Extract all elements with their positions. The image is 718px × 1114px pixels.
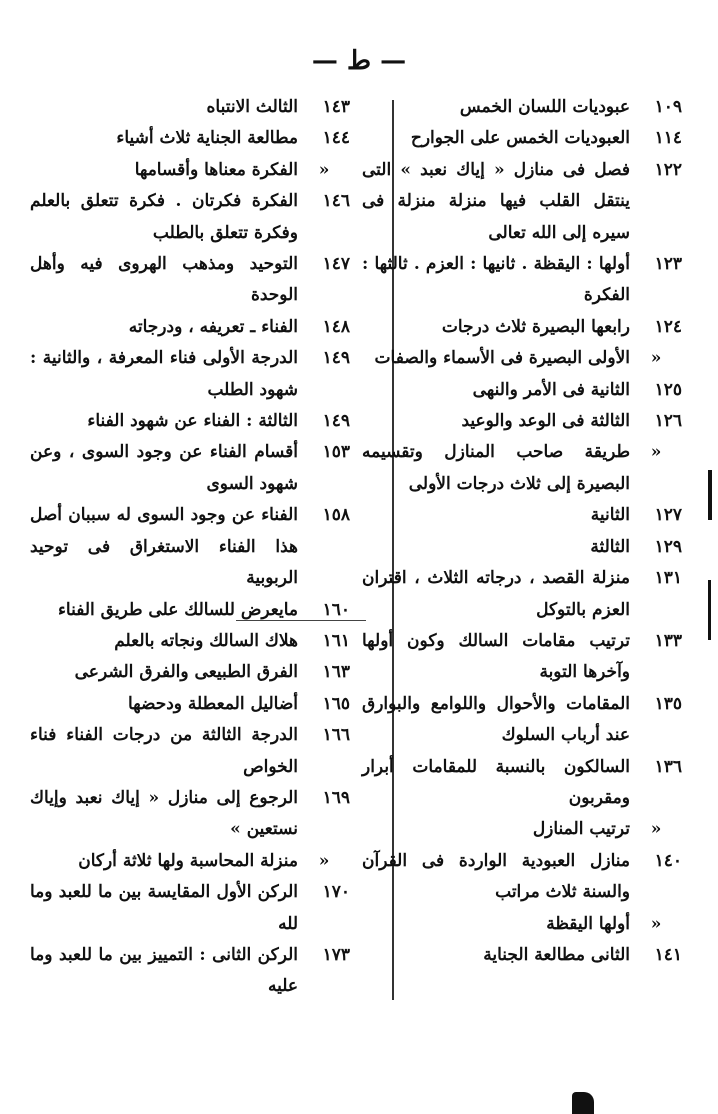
entry-title: طريقة صاحب المنازل وتقسيمه البصيرة إلى ثلاث درجات الأولى bbox=[362, 442, 630, 494]
toc-entry bbox=[362, 312, 682, 343]
toc-entry bbox=[362, 343, 682, 374]
entry-title: الدرجة الثالثة من درجات الفناء فناء الخواص bbox=[30, 725, 298, 777]
toc-entry bbox=[30, 940, 350, 1003]
entry-title: التوحيد ومذهب الهروى فيه وأهل الوحدة bbox=[30, 254, 298, 306]
toc-entry bbox=[30, 343, 350, 406]
page-ref-number: ١٢٤ bbox=[654, 316, 682, 337]
entry-title: مايعرض للسالك على طريق الفناء bbox=[57, 599, 298, 620]
page-ref-number: ١٤٣ bbox=[322, 97, 350, 117]
toc-entry bbox=[362, 92, 682, 123]
page-ref-number: ١٤٧ bbox=[322, 254, 350, 275]
toc-entry bbox=[30, 186, 350, 249]
page-ref-number: ١٠٩ bbox=[654, 97, 682, 117]
toc-entry bbox=[362, 752, 682, 815]
entry-title: العبوديات الخمس على الجوارح bbox=[410, 128, 630, 149]
toc-entry bbox=[362, 563, 682, 626]
toc-entry bbox=[362, 689, 682, 752]
toc-entry bbox=[30, 500, 350, 594]
page-ref-number: ١٣١ bbox=[654, 568, 682, 589]
ditto-mark: « bbox=[318, 850, 330, 871]
toc-column-right bbox=[362, 92, 682, 971]
entry-title: الفكرة فكرتان . فكرة تتعلق بالعلم وفكرة تتعلق بالطلب bbox=[30, 191, 298, 243]
page-ref-number: ١٦٦ bbox=[322, 725, 350, 746]
toc-entry bbox=[362, 437, 682, 500]
page-ref-number: ١٤٩ bbox=[322, 348, 350, 369]
entry-title: الثالثة : الفناء عن شهود الفناء bbox=[87, 411, 298, 432]
ditto-mark: « bbox=[650, 442, 662, 463]
entry-title: الثانى مطالعة الجناية bbox=[483, 944, 630, 965]
entry-title: منازل العبودية الواردة فى القرآن والسنة ثلاث مراتب bbox=[362, 850, 630, 903]
entry-title: الرجوع إلى منازل « إياك نعبد وإياك نستعين » bbox=[30, 787, 298, 840]
entry-title: الفرق الطبيعى والفرق الشرعى bbox=[74, 662, 298, 683]
toc-entry bbox=[362, 249, 682, 312]
page-ref-number: ١٢٥ bbox=[654, 379, 682, 400]
page-ref-number: ١٤١ bbox=[654, 944, 682, 965]
entry-title: ترتيب مقامات السالك وكون أولها وآخرها التوبة bbox=[362, 630, 630, 683]
page-ref-number: ١٣٥ bbox=[654, 693, 682, 714]
toc-entry bbox=[30, 877, 350, 940]
page-ref-number: ١٤٦ bbox=[322, 191, 350, 212]
toc-entry bbox=[30, 437, 350, 500]
toc-entry bbox=[30, 846, 350, 877]
entry-title: أقسام الفناء عن وجود السوى ، وعن شهود السوى bbox=[30, 442, 298, 494]
toc-entry bbox=[362, 909, 682, 940]
toc-entry bbox=[30, 595, 350, 626]
toc-entry bbox=[362, 846, 682, 909]
toc-entry bbox=[30, 689, 350, 720]
entry-title: الفكرة معناها وأقسامها bbox=[134, 159, 298, 180]
page-ref-number: ١٦٠ bbox=[322, 599, 350, 620]
entry-title: السالكون بالنسبة للمقامات أبرار ومقربون bbox=[362, 756, 630, 808]
entry-title: منزلة المحاسبة ولها ثلاثة أركان bbox=[78, 850, 298, 871]
entry-title: فصل فى منازل « إياك نعبد » التى ينتقل القلب فيها منزلة منزلة فى سيره إلى الله تعالى bbox=[362, 159, 630, 243]
entry-title: أولها اليقظة bbox=[546, 913, 630, 934]
entry-title: الركن الأول المقايسة بين ما للعبد وما لله bbox=[30, 882, 298, 934]
page-number: — ط — bbox=[311, 46, 407, 76]
page-ref-number: ١٥٣ bbox=[322, 442, 350, 463]
page-ref-number: ١٤٩ bbox=[322, 411, 350, 432]
entry-title: رابعها البصيرة ثلاث درجات bbox=[441, 316, 630, 337]
page-ref-number: ١٤٨ bbox=[322, 316, 350, 337]
entry-title: ترتيب المنازل bbox=[532, 819, 630, 840]
toc-entry bbox=[362, 155, 682, 249]
page-ref-number: ١٦٣ bbox=[322, 662, 350, 683]
toc-entry bbox=[30, 626, 350, 657]
entry-title: مطالعة الجناية ثلاث أشياء bbox=[116, 128, 298, 149]
scan-edge-mark bbox=[708, 470, 712, 520]
ditto-mark: « bbox=[650, 348, 662, 369]
entry-title: هلاك السالك ونجاته بالعلم bbox=[114, 630, 298, 651]
toc-entry bbox=[30, 312, 350, 343]
page-ref-number: ١٢٢ bbox=[654, 159, 682, 180]
entry-title: الثالث الانتباه bbox=[206, 97, 298, 117]
scan-edge-mark bbox=[572, 1092, 594, 1114]
entry-title: الأولى البصيرة فى الأسماء والصفات bbox=[374, 348, 630, 369]
toc-entry bbox=[30, 123, 350, 154]
toc-entry bbox=[362, 814, 682, 845]
entry-title: الثانية فى الأمر والنهى bbox=[472, 379, 630, 400]
page-ref-number: ١٢٩ bbox=[654, 536, 682, 557]
ditto-mark: « bbox=[650, 819, 662, 840]
page-ref-number: ١٢٦ bbox=[654, 411, 682, 432]
page-ref-number: ١٤٤ bbox=[322, 128, 350, 149]
entry-title: أضاليل المعطلة ودحضها bbox=[127, 693, 298, 714]
toc-entry bbox=[362, 123, 682, 154]
entry-title: أولها : اليقظة . ثانيها : العزم . ثالثها : الفكرة bbox=[362, 254, 630, 306]
ditto-mark: « bbox=[318, 159, 330, 180]
toc-entry bbox=[362, 940, 682, 971]
page-ref-number: ١٦٩ bbox=[322, 787, 350, 808]
entry-title: الثالثة فى الوعد والوعيد bbox=[461, 411, 630, 432]
toc-entry bbox=[30, 657, 350, 688]
page-ref-number: ١٢٧ bbox=[654, 505, 682, 526]
page-ref-number: ١٧٣ bbox=[322, 944, 350, 965]
entry-title: الثالثة bbox=[590, 536, 630, 557]
entry-title: الثانية bbox=[590, 505, 630, 526]
toc-entry bbox=[30, 155, 350, 186]
ditto-mark: « bbox=[650, 913, 662, 934]
page-ref-number: ١٦٥ bbox=[322, 693, 350, 714]
page-ref-number: ١٥٨ bbox=[322, 505, 350, 526]
entry-title: الدرجة الأولى فناء المعرفة ، والثانية : شهود الطلب bbox=[30, 348, 298, 400]
entry-title: منزلة القصد ، درجاته الثلاث ، اقتران العزم بالتوكل bbox=[362, 568, 630, 620]
entry-title: عبوديات اللسان الخمس bbox=[459, 97, 630, 117]
entry-title: الفناء عن وجود السوى له سببان أصل هذا الفناء الاستغراق فى توحيد الربوبية bbox=[30, 505, 298, 589]
page-ref-number: ١١٤ bbox=[654, 128, 682, 149]
toc-entry bbox=[30, 783, 350, 846]
entry-title: الفناء ـ تعريفه ، ودرجاته bbox=[128, 316, 298, 337]
entry-title: المقامات والأحوال واللوامع والبوارق عند أرباب السلوك bbox=[362, 693, 630, 746]
scan-edge-mark bbox=[708, 580, 711, 640]
toc-entry bbox=[30, 406, 350, 437]
page-ref-number: ١٣٦ bbox=[654, 756, 682, 777]
toc-entry bbox=[362, 406, 682, 437]
page-ref-number: ١٣٣ bbox=[654, 630, 682, 651]
toc-entry bbox=[362, 375, 682, 406]
toc-entry bbox=[362, 500, 682, 531]
toc-entry bbox=[30, 720, 350, 783]
entry-title: الركن الثانى : التمييز بين ما للعبد وما عليه bbox=[30, 944, 298, 997]
toc-column-left bbox=[30, 92, 350, 1003]
page-ref-number: ١٤٠ bbox=[654, 850, 682, 871]
toc-entry bbox=[30, 92, 350, 123]
page-ref-number: ١٢٣ bbox=[654, 254, 682, 275]
toc-entry bbox=[362, 626, 682, 689]
page-ref-number: ١٧٠ bbox=[322, 882, 350, 903]
page-ref-number: ١٦١ bbox=[322, 630, 350, 651]
toc-entry bbox=[30, 249, 350, 312]
toc-entry bbox=[362, 532, 682, 563]
